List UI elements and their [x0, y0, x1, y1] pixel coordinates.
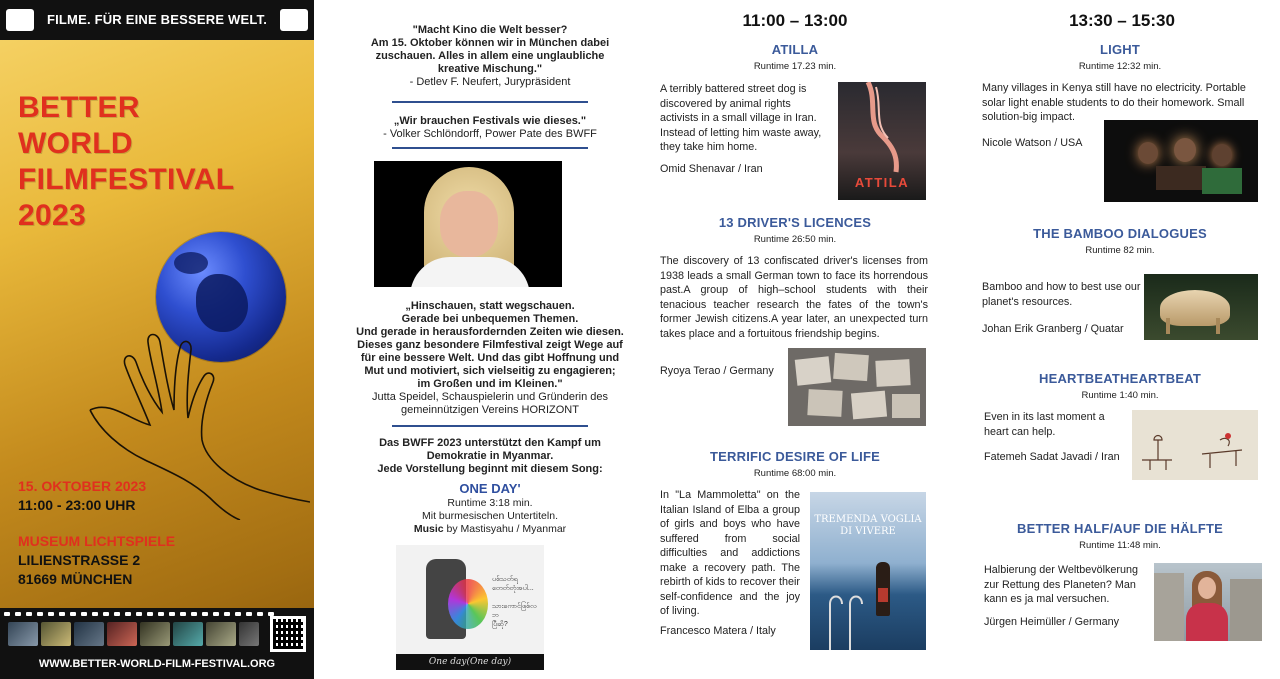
- quote-line: zuschauen. Alles in allem eine unglaubliche: [375, 50, 605, 62]
- quote-line: "Macht Kino die Welt besser?: [412, 24, 568, 36]
- film-credit: Nicole Watson / USA: [982, 137, 1083, 149]
- film-runtime: Runtime 11:48 min.: [1079, 540, 1161, 551]
- quote-line: Und gerade in herausfordernden Zeiten wie diesen.: [356, 326, 624, 338]
- film-credit: Johan Erik Granberg / Quatar: [982, 323, 1124, 335]
- divider-rule: [392, 147, 588, 149]
- festival-time: 11:00 - 23:00 UHR: [18, 497, 136, 513]
- film-title-heartbeat: HEARTBEATHEARTBEAT: [1039, 371, 1201, 386]
- quote-line: für eine bessere Welt. Und das gibt Hoffnung und: [360, 352, 620, 364]
- schedule-slot-1100: [660, 0, 930, 679]
- song-meta: [330, 497, 650, 536]
- film-runtime: Runtime 1:40 min.: [1081, 390, 1159, 401]
- song-title: ONE DAY': [459, 481, 521, 496]
- festival-title-line: WORLD: [18, 127, 133, 160]
- quote-line: Mut und motiviert, sich vielseitig zu engagieren;: [364, 365, 616, 377]
- quote-line: Am 15. Oktober können wir in München dabei: [370, 37, 610, 49]
- film-credit: Fatemeh Sadat Javadi / Iran: [984, 451, 1120, 463]
- film-strip-top: [0, 0, 314, 40]
- film-description: Many villages in Kenya still have no electricity. Portable solar light enable students to do their homework. Small solution-big impact.: [982, 82, 1246, 123]
- film-still-bamboo: [1144, 274, 1258, 340]
- festival-venue: MUSEUM LICHTSPIELE: [18, 533, 176, 549]
- festival-title-line: 2023: [18, 199, 86, 232]
- quote-line: kreative Mischung.": [437, 63, 543, 75]
- divider-rule: [392, 425, 588, 427]
- festival-date: 15. OKTOBER 2023: [18, 478, 147, 494]
- film-runtime: Runtime 12:32 min.: [1078, 61, 1162, 72]
- film-thumbnails: [8, 622, 259, 646]
- quote-line: „Hinschauen, statt wegschauen.: [405, 300, 575, 312]
- festival-title-line: FILMFESTIVAL: [18, 163, 235, 196]
- film-strip-bottom: [0, 608, 314, 679]
- sprocket-holes: [0, 611, 314, 617]
- film-still-heartbeat: [1132, 410, 1258, 480]
- music-credit: by Mastisyahu / Myanmar: [443, 523, 567, 535]
- film-title-atilla: ATILLA: [771, 42, 819, 57]
- film-frame-icon: [6, 9, 34, 31]
- film-credit: Jürgen Heimüller / Germany: [984, 616, 1120, 628]
- film-description: In "La Mammoletta" on the Italian Island of Elba a group of girls and boys who have suffered from social difficulties and addictions make a recovery path. The rebirth of kids to recover their self-confidence and the joy of living.: [660, 489, 800, 617]
- film-still-better-half: [1154, 563, 1262, 641]
- schedule-slot-1330: [982, 0, 1262, 679]
- quote-author: - Volker Schlöndorff, Power Pate des BWFF: [383, 128, 597, 140]
- film-title-light: LIGHT: [1100, 42, 1140, 57]
- festival-title: [18, 90, 234, 234]
- support-line: Jede Vorstellung beginnt mit diesem Song:: [377, 463, 603, 475]
- quotes-column: [330, 0, 650, 679]
- film-still-light: [1104, 120, 1258, 202]
- festival-street: LILIENSTRASSE 2: [18, 552, 141, 568]
- support-line: Das BWFF 2023 unterstützt den Kampf um: [379, 437, 601, 449]
- film-title-drivers-licences: 13 DRIVER'S LICENCES: [718, 215, 872, 230]
- quote-line: Dieses ganz besondere Filmfestival zeigt Wege auf: [357, 339, 623, 351]
- qr-code-icon[interactable]: [270, 616, 306, 652]
- song-music: [330, 523, 650, 536]
- film-runtime: Runtime 17.23 min.: [753, 61, 837, 72]
- film-still-licences: [788, 348, 926, 426]
- film-title-better-half: BETTER HALF/AUF DIE HÄLFTE: [1017, 521, 1223, 536]
- divider-rule: [392, 101, 588, 103]
- support-line: Demokratie in Myanmar.: [426, 450, 554, 462]
- film-description: The discovery of 13 confiscated driver's licenses from 1938 leads a small German town to face its horrendous past.A group of high–school students with their tenacious teacher research the fates of the town's former Jewish citizens.A year later, an unexpected turn takes place and a fortuitous friendship begins.: [660, 255, 928, 340]
- quote-line: im Großen und im Kleinen.": [417, 378, 563, 390]
- film-title-terrific-desire: TERRIFIC DESIRE OF LIFE: [710, 449, 880, 464]
- song-subtitle: Mit burmesischen Untertiteln.: [422, 510, 558, 522]
- column-divider: [957, 0, 958, 679]
- song-runtime: Runtime 3:18 min.: [447, 497, 533, 509]
- film-runtime: Runtime 68:00 min.: [753, 468, 837, 479]
- poster-title-text: ATTILA: [854, 175, 910, 190]
- film-runtime: Runtime 26:50 min.: [753, 234, 837, 245]
- film-description: A terribly battered street dog is discovered by animal rights activists in a small village in Iran. Instead of letting him waste away, they take him home.: [660, 83, 822, 153]
- film-description: Even in its last moment a heart can help.: [984, 411, 1105, 438]
- quote-author: Jutta Speidel, Schauspielerin und Gründerin des: [371, 391, 609, 403]
- film-poster-terrific-desire: [810, 492, 926, 650]
- film-frame-icon: [280, 9, 308, 31]
- quote-author: gemeinnützigen Vereins HORIZONT: [401, 404, 579, 416]
- festival-city: 81669 MÜNCHEN: [18, 571, 133, 587]
- quote-line: „Wir brauchen Festivals wie dieses.": [393, 115, 587, 127]
- song-cover-caption: One day(One day): [396, 654, 544, 670]
- time-slot-heading: 11:00 – 13:00: [742, 11, 848, 30]
- quote-neufert: [330, 24, 650, 89]
- poster-title-text: TREMENDA VOGLIA DI VIVERE: [814, 514, 922, 537]
- film-poster-atilla: [838, 82, 926, 200]
- film-title-bamboo-dialogues: THE BAMBOO DIALOGUES: [1033, 226, 1207, 241]
- quote-speidel: [330, 300, 650, 417]
- film-credit: Ryoya Terao / Germany: [660, 365, 774, 377]
- film-description: Halbierung der Weltbevölkerung zur Rettung des Planeten? Man kann es ja mal versuchen.: [984, 564, 1139, 605]
- film-description: Bamboo and how to best use our planet's resources.: [982, 281, 1141, 308]
- festival-poster: [0, 0, 314, 679]
- myanmar-support: [330, 437, 650, 476]
- film-credit: Francesco Matera / Italy: [660, 625, 776, 637]
- time-slot-heading: 13:30 – 15:30: [1069, 11, 1175, 30]
- film-credit: Omid Shenavar / Iran: [660, 163, 763, 175]
- music-label: Music: [413, 523, 444, 535]
- portrait-photo: [374, 161, 562, 287]
- song-cover-image: ပစ်သတ်ရ တေတ်တုံအပါ... သားကောင်ဖြစ်လဘ ပြီဆို? One day(One day): [396, 545, 544, 670]
- festival-title-line: BETTER: [18, 91, 140, 124]
- poster-slogan: FILME. FÜR EINE BESSERE WELT.: [46, 12, 268, 27]
- film-runtime: Runtime 82 min.: [1085, 245, 1155, 256]
- quote-line: Gerade bei unbequemen Themen.: [401, 313, 579, 325]
- quote-schloendorff: [330, 115, 650, 141]
- festival-url[interactable]: WWW.BETTER-WORLD-FILM-FESTIVAL.ORG: [38, 658, 276, 670]
- quote-author: - Detlev F. Neufert, Jurypräsident: [409, 76, 571, 88]
